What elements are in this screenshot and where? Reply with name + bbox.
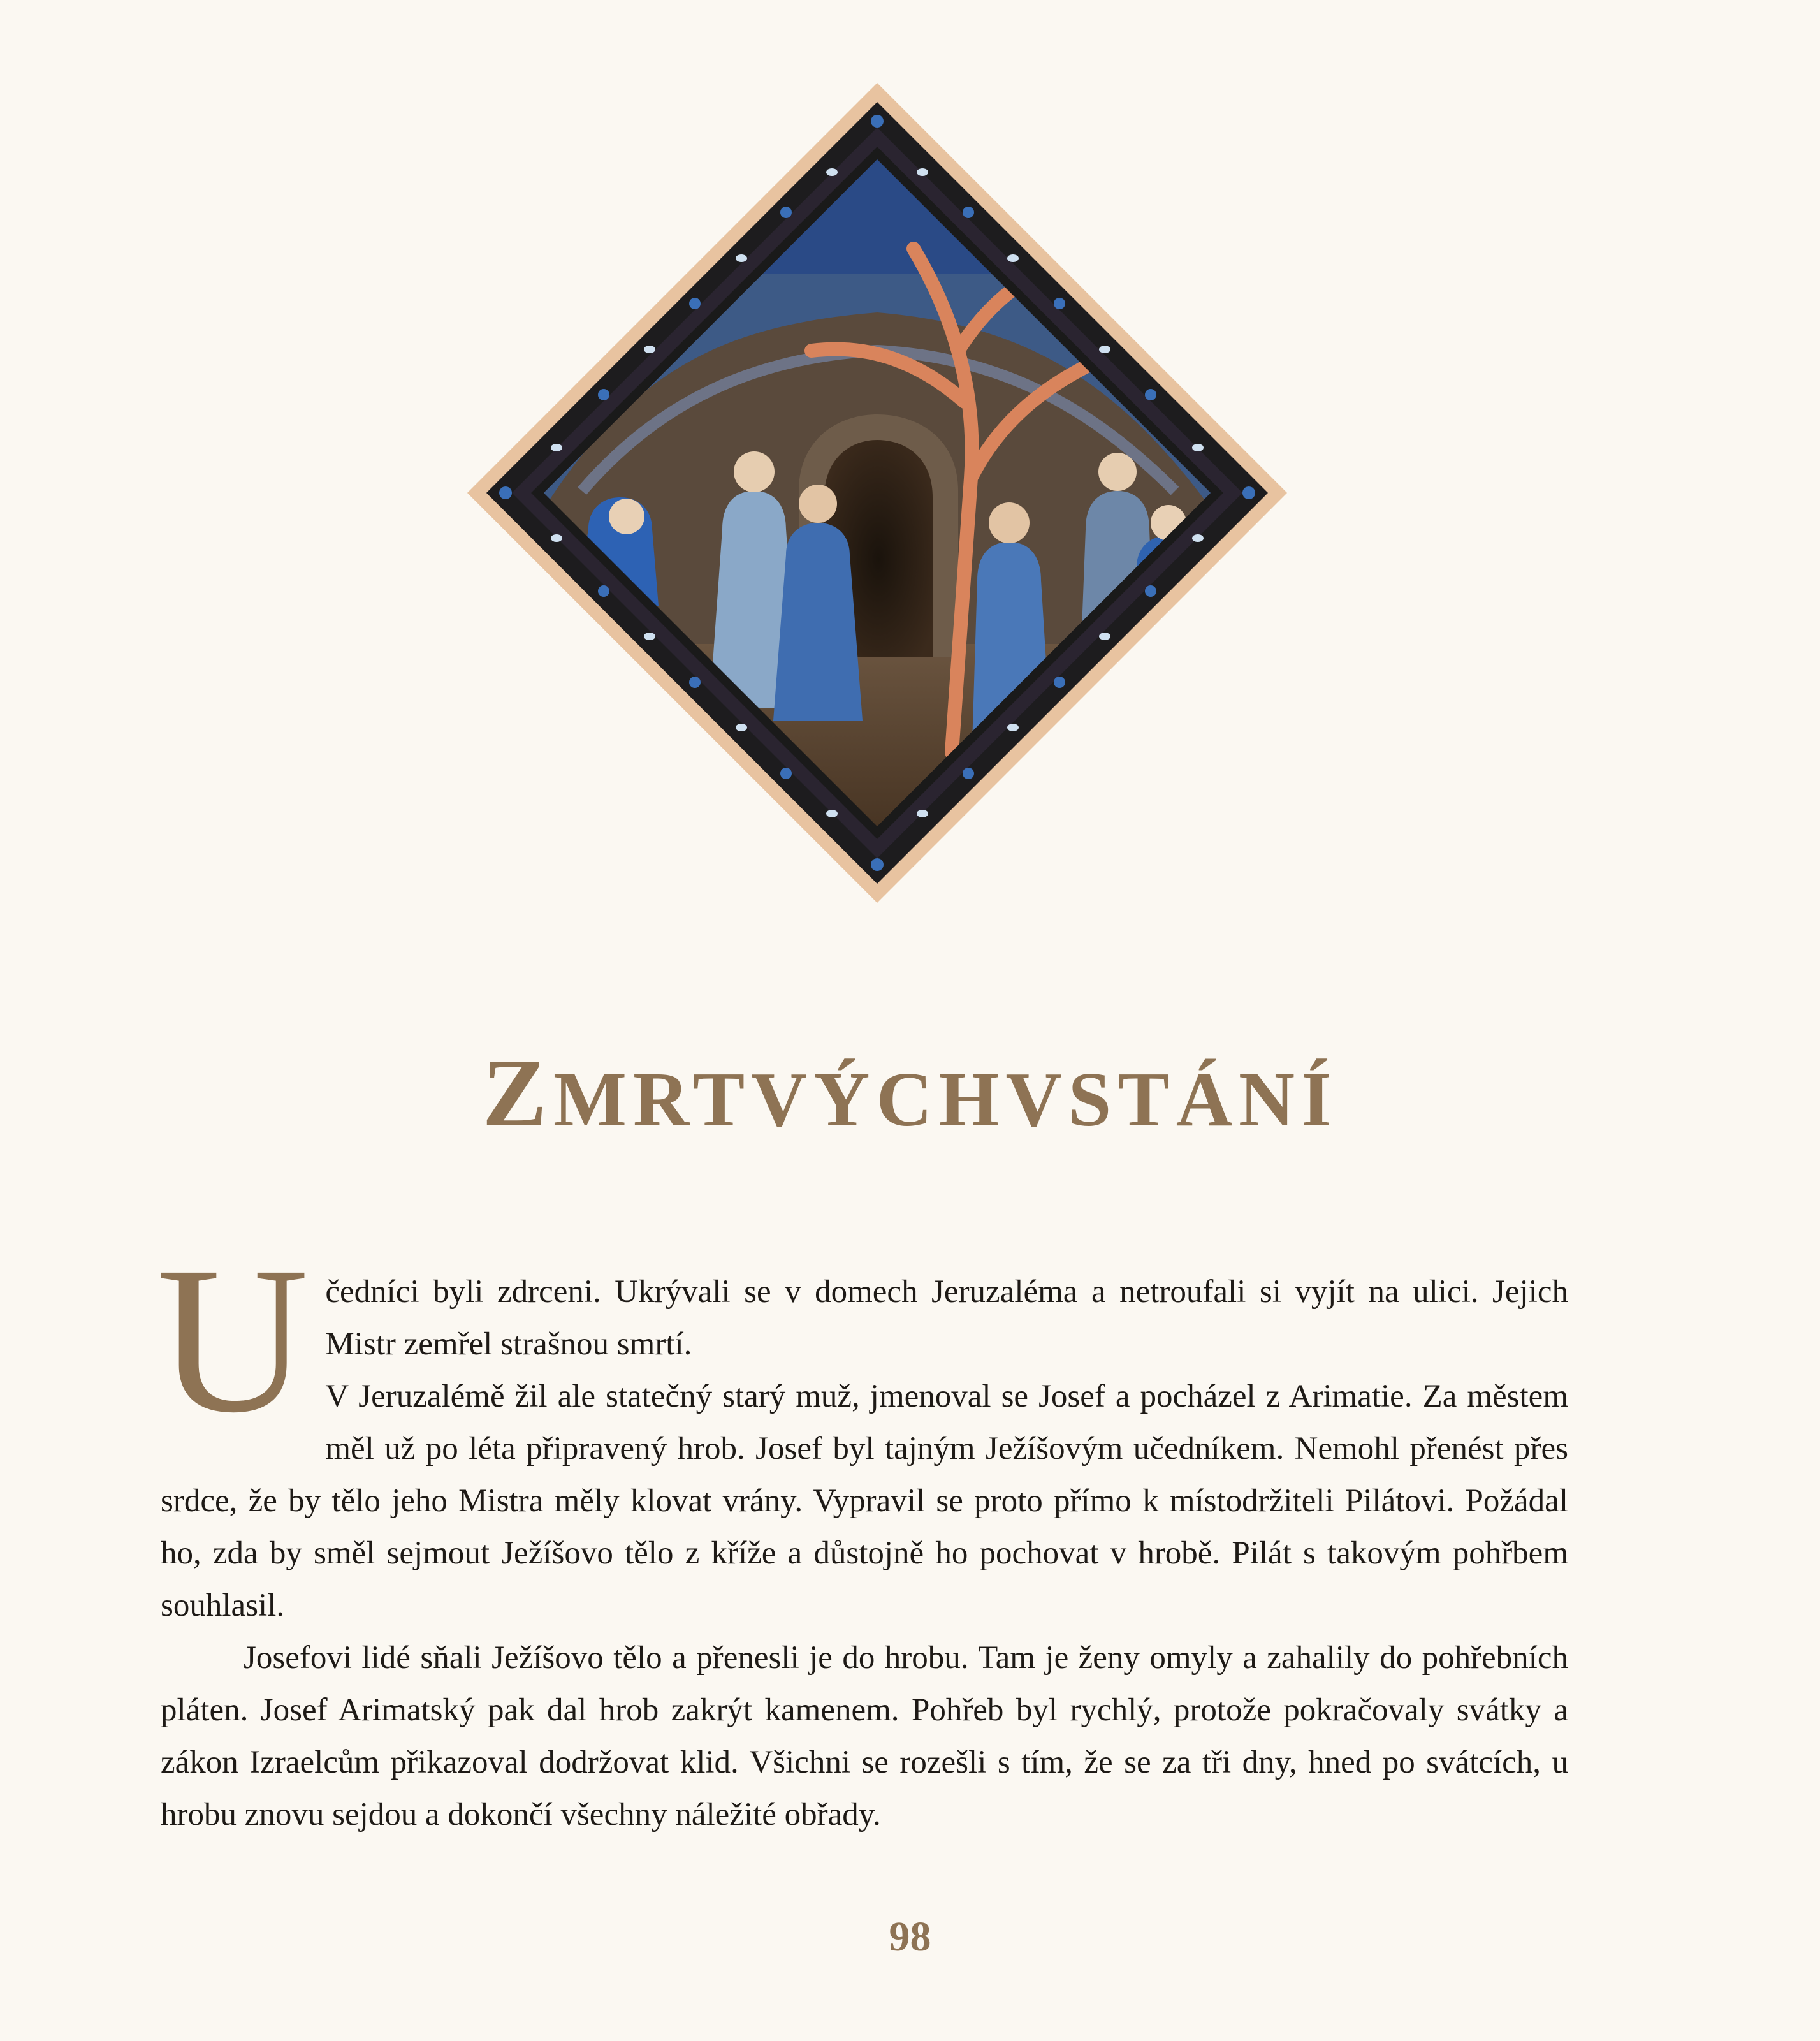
page-number: 98 (889, 1913, 931, 1960)
drop-cap: U (157, 1224, 309, 1456)
chapter-title: ZMRTVÝCHVSTÁNÍ (482, 1039, 1338, 1146)
chapter-illustration (467, 83, 1287, 903)
paragraph-2: V Jeruzalémě žil ale statečný starý muž, jmenoval se Josef a pocházel z Arimatie. Za městem měl už po léta připravený hrob. Josef byl tajným Ježíšovým učedníkem. Nemohl přenést přes srdce, že by tělo jeho Mistra měly klovat vrány. Vypravil se proto přímo k místodržiteli Pilátovi. Požádal ho, zda by směl sejmout Ježíšovo tělo z kříže a důstojně ho pochovat v hrobě. Pilát s takovým pohřbem souhlasil. (161, 1379, 1568, 1623)
chapter-body (157, 1224, 1568, 1841)
paragraph-1: čedníci byli zdrceni. Ukrývali se v domech Jeruzaléma a netroufali si vyjít na ulici. Jejich Mistr zemřel strašnou smrtí. (325, 1274, 1568, 1362)
paragraph-3: Josefovi lidé sňali Ježíšovo tělo a přenesli je do hrobu. Tam je ženy omyly a zahalily do pohřebních pláten. Josef Arimatský pak dal hrob zakrýt kamenem. Pohřeb byl rychlý, protože pokračovaly svátky a zákon Izraelcům přikazoval dodržovat klid. Všichni se rozešli s tím, že se za tři dny, hned po svátcích, u hrobu znovu sejdou a dokončí všechny náležité obřady. (161, 1640, 1568, 1833)
